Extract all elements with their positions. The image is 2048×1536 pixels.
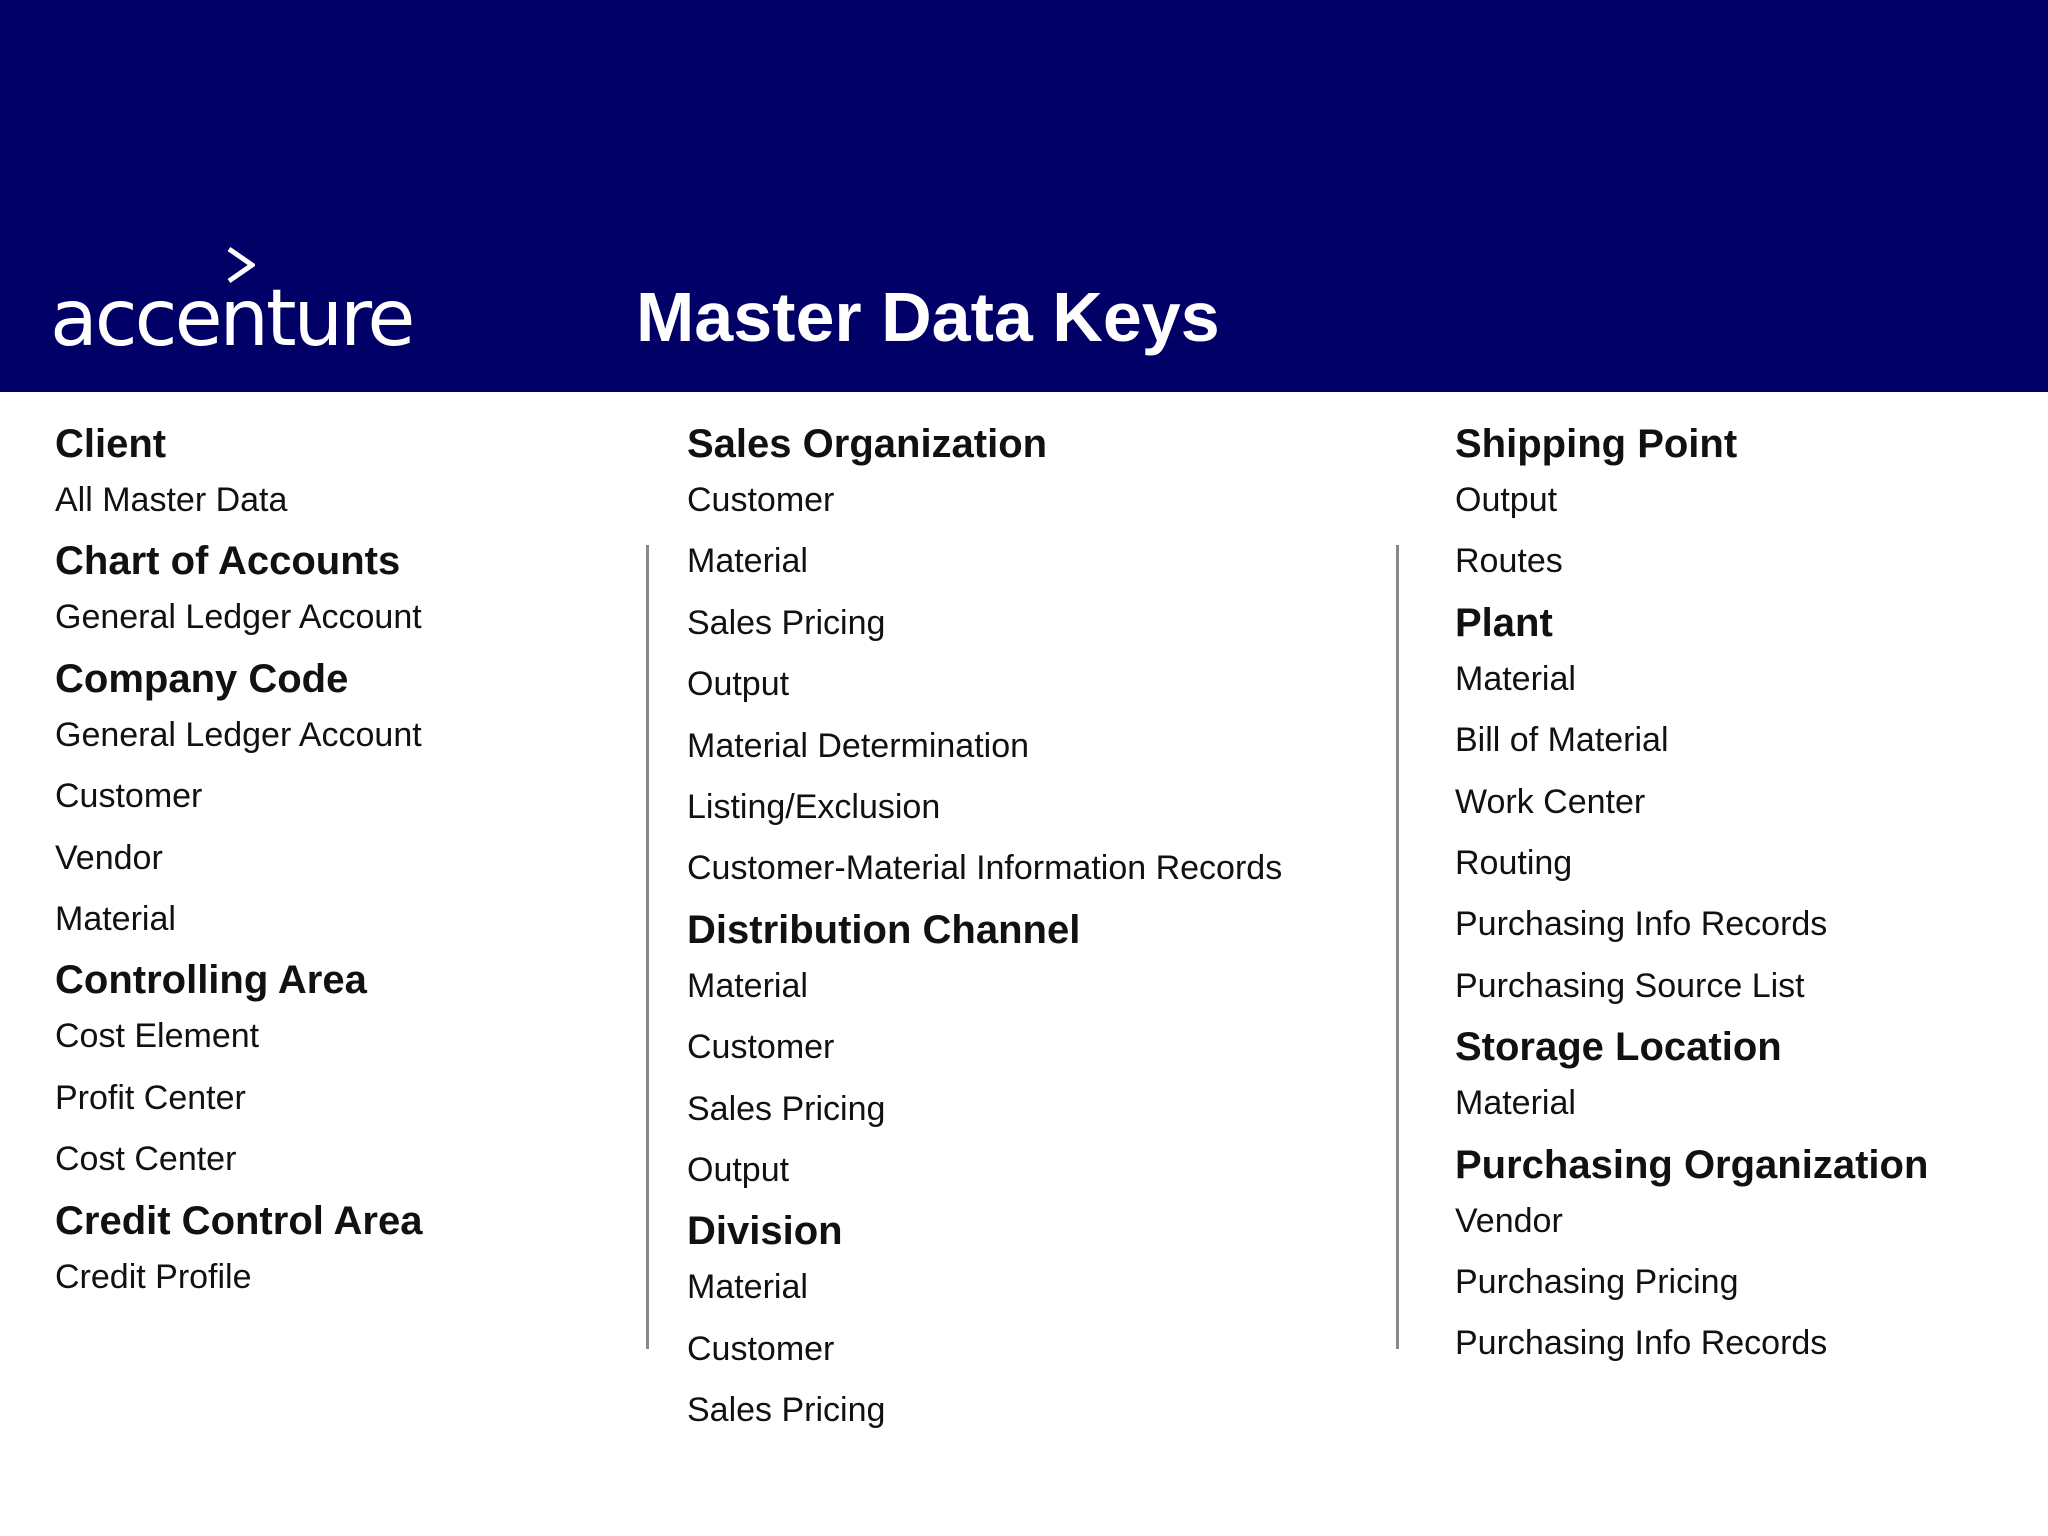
section-title: Purchasing Organization	[1455, 1142, 1929, 1187]
section-shipping-point	[1455, 418, 2035, 593]
page-title: Master Data Keys	[636, 278, 1220, 356]
list-item: Customer	[687, 1028, 835, 1067]
list-item: Purchasing Info Records	[1455, 1324, 1828, 1363]
list-item: Purchasing Pricing	[1455, 1263, 1739, 1302]
section-title: Distribution Channel	[687, 907, 1081, 952]
section-company-code	[55, 653, 615, 951]
list-item: Material Determination	[687, 726, 1030, 765]
column-middle	[687, 418, 1367, 1442]
list-item: Purchasing Info Records	[1455, 905, 1828, 944]
list-item: Routes	[1455, 542, 1563, 581]
list-item: Output	[687, 665, 790, 704]
list-item: Output	[687, 1151, 790, 1190]
section-title: Credit Control Area	[55, 1198, 423, 1243]
section-title: Company Code	[55, 656, 349, 701]
list-item: Material	[55, 900, 176, 939]
section-credit-control-area	[55, 1195, 615, 1308]
list-item: Sales Pricing	[687, 1089, 886, 1128]
section-purchasing-organization	[1455, 1139, 2035, 1375]
list-item: Routing	[1455, 844, 1573, 883]
list-item: Vendor	[1455, 1201, 1563, 1240]
header-banner	[0, 0, 2048, 392]
list-item: Listing/Exclusion	[687, 788, 941, 827]
list-item: Profit Center	[55, 1078, 246, 1117]
list-item: Cost Center	[55, 1140, 237, 1179]
section-title: Client	[55, 422, 167, 466]
list-item: General Ledger Account	[55, 715, 422, 754]
section-chart-of-accounts	[55, 535, 615, 648]
list-item: Work Center	[1455, 782, 1646, 821]
section-title: Plant	[1455, 600, 1553, 645]
column-left	[55, 418, 615, 1308]
list-item: Material	[687, 542, 808, 581]
list-item: Customer	[687, 1329, 835, 1368]
list-item: Customer-Material Information Records	[687, 849, 1283, 888]
list-item: Material	[687, 1268, 808, 1307]
section-title: Chart of Accounts	[55, 539, 401, 584]
section-title: Controlling Area	[55, 958, 367, 1003]
column-right	[1455, 418, 2035, 1375]
list-item: Customer	[55, 777, 203, 816]
section-sales-organization	[687, 418, 1367, 900]
list-item: Credit Profile	[55, 1257, 252, 1296]
section-title: Shipping Point	[1455, 422, 1738, 466]
section-title: Division	[687, 1209, 843, 1254]
column-divider	[1396, 545, 1399, 1349]
accenture-logo: accenture	[50, 274, 413, 364]
list-item: General Ledger Account	[55, 598, 422, 637]
list-item: Vendor	[55, 838, 163, 877]
list-item: Sales Pricing	[687, 1391, 886, 1430]
section-distribution-channel	[687, 904, 1367, 1202]
section-title: Storage Location	[1455, 1025, 1782, 1070]
list-item: Material	[1455, 1084, 1576, 1123]
list-item: Material	[687, 966, 808, 1005]
list-item: Output	[1455, 481, 1558, 519]
section-division	[687, 1205, 1367, 1441]
column-divider	[646, 545, 649, 1349]
section-storage-location	[1455, 1021, 2035, 1134]
section-controlling-area	[55, 954, 615, 1190]
section-plant	[1455, 597, 2035, 1017]
section-title: Sales Organization	[687, 422, 1048, 466]
list-item: Bill of Material	[1455, 721, 1669, 760]
list-item: Sales Pricing	[687, 603, 886, 642]
list-item: Customer	[687, 481, 835, 519]
list-item: All Master Data	[55, 481, 288, 519]
list-item: Purchasing Source List	[1455, 966, 1805, 1005]
list-item: Cost Element	[55, 1017, 260, 1056]
section-client	[55, 418, 615, 531]
list-item: Material	[1455, 659, 1576, 698]
